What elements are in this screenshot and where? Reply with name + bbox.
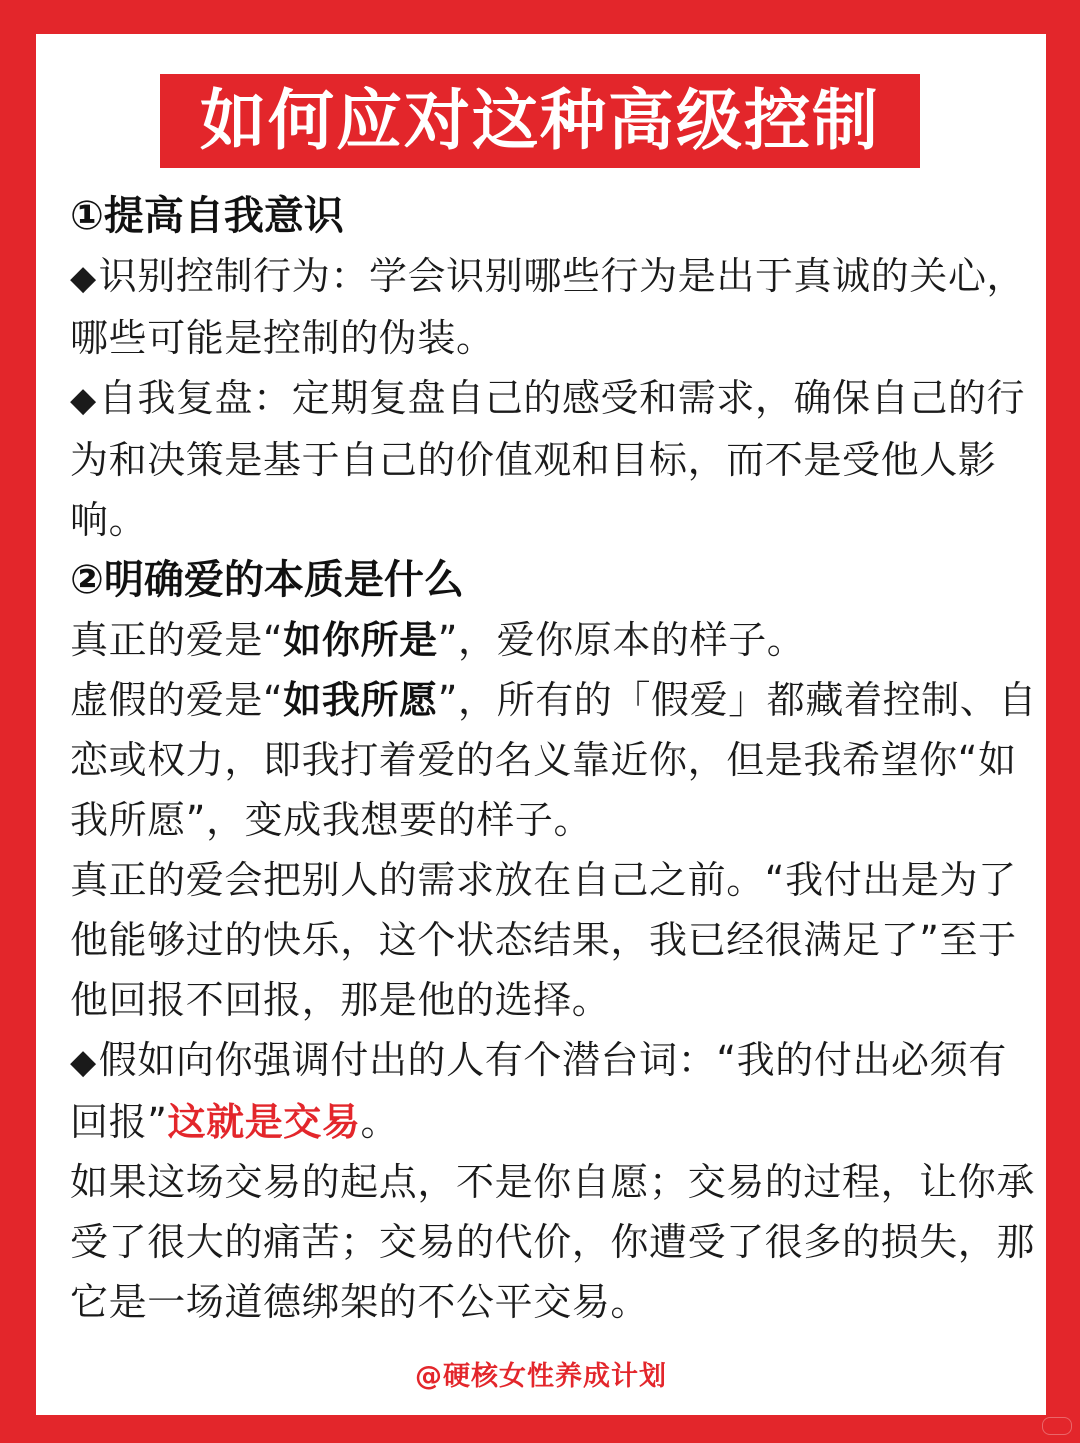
diamond-bullet-icon: ◆ bbox=[70, 258, 97, 298]
page-title: 如何应对这种高级控制 bbox=[160, 74, 920, 168]
transaction-highlight: 这就是交易 bbox=[167, 1100, 361, 1144]
true-love-prefix: 真正的爱是“ bbox=[70, 618, 284, 662]
false-love-bold: 如我所愿 bbox=[283, 678, 438, 722]
transaction-suffix: 。 bbox=[360, 1100, 400, 1144]
transaction-paragraph bbox=[70, 1030, 1045, 1152]
true-love-paragraph bbox=[70, 610, 1045, 670]
transaction-prefix: 假如向你强调付出的人有个潜台词：“我的付出必须有回报” bbox=[70, 1038, 1007, 1144]
author-handle: @硬核女性养成计划 bbox=[415, 1361, 667, 1392]
content-card bbox=[36, 34, 1046, 1415]
diamond-bullet-icon: ◆ bbox=[70, 1042, 97, 1082]
section-1-heading: ①提高自我意识 bbox=[70, 193, 344, 239]
bullet-2-text: 自我复盘：定期复盘自己的感受和需求，确保自己的行为和决策是基于自己的价值观和目标，而不是受他人影响。 bbox=[70, 376, 1026, 542]
watermark-icon bbox=[1042, 1417, 1072, 1435]
section-2-heading: ②明确爱的本质是什么 bbox=[70, 557, 464, 603]
bullet-1-text: 识别控制行为：学会识别哪些行为是出于真诚的关心，哪些可能是控制的伪装。 bbox=[70, 254, 1026, 360]
true-love-suffix: ”，爱你原本的样子。 bbox=[437, 618, 806, 662]
section-1-bullet-2 bbox=[70, 368, 1045, 550]
false-love-suffix: ”，所有的「假爱」都藏着控制、自恋或权力，即我打着爱的名义靠近你，但是我希望你“如我所愿”，变成我想要的样子。 bbox=[70, 678, 1037, 842]
true-love-bold: 如你所是 bbox=[283, 618, 438, 662]
false-love-paragraph bbox=[70, 670, 1045, 850]
needs-paragraph: 真正的爱会把别人的需求放在自己之前。“我付出是为了他能够过的快乐，这个状态结果，我已经很满足了”至于他回报不回报，那是他的选择。 bbox=[70, 858, 1017, 1022]
diamond-bullet-icon: ◆ bbox=[70, 380, 97, 420]
false-love-prefix: 虚假的爱是“ bbox=[70, 678, 284, 722]
unfair-trade-paragraph: 如果这场交易的起点，不是你自愿；交易的过程，让你承受了很大的痛苦；交易的代价，你遭受了很多的损失，那它是一场道德绑架的不公平交易。 bbox=[70, 1160, 1036, 1324]
article-body bbox=[70, 186, 1045, 1332]
section-1-bullet-1 bbox=[70, 246, 1045, 368]
